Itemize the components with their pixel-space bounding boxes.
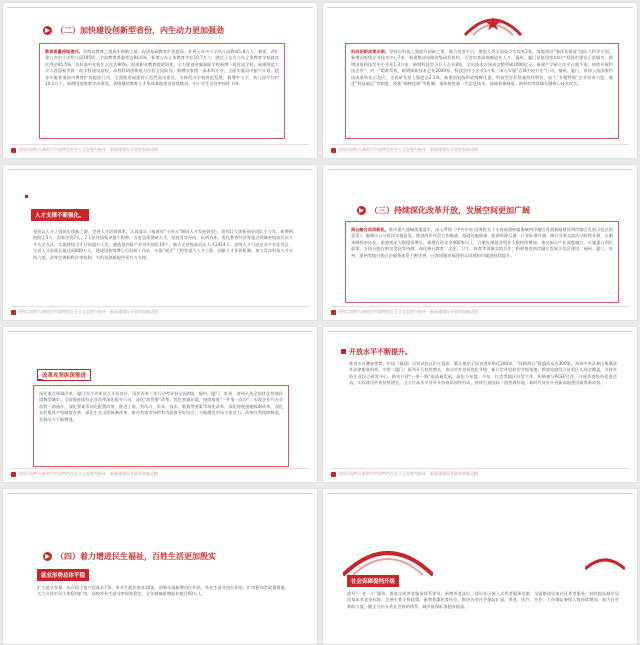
wave-decoration-icon xyxy=(585,551,625,571)
slide-footer xyxy=(331,144,629,153)
section-title-text: （四）着力增进民生福祉，百姓生活更加殷实 xyxy=(56,552,216,561)
body-text: 坚持以人才之强筑牢创新之源，完善人才培养体系，认真落实《福建省“十四五”期间人才发展规划》，培养壮大创新创业团队主力军，新增两院院士5人、国家杰青7人，2人获评国家卓越工程师，引进急需紧缺人才，坚持青年导向，以两为本，优化教育经济等重点领域省级高层次人才认定办法，实施省级引才计划超万人次，遴选第四批产业领军团队19个，新认定省级高层次人才2414人、高级人才引进企业产业化项目，全省人才资源总量达到800万人，建成国家级博士后科研工作站，实施“闽才”工程等重大人才工程，创新人才评价机制，加大青年科技人才支持力度，改革完善职称评审机制，为科技创新提供更有力支撑。 xyxy=(33,229,293,260)
footer-icon xyxy=(11,472,16,477)
slide-footer xyxy=(331,468,629,477)
body-text: 深化重点领域改革，厦门综合改革试点开局良好，国企改革三年行动考评获全国A级，福州、厦门、泉州、漳州入选全国优化营商环境典型城市，全面推进国有企业改革深化提升行动，深化“放管服”改革，优化营商环境，持续推进“一件事一次办”，实现企业开办全流程一网通办，深化要素市场化配置改革，推进土地、劳动力、资本、技术、数据等要素市场化改革，深化财税金融体制改革，深化农村集体产权制度改革，深化生态文明体制改革，推动有效市场和有为政府更好结合，不断激发市场主体活力，改革红利持续释放，发展动力不断增强。 xyxy=(39,391,283,422)
slide-title: 开放水平不断提升。 xyxy=(349,348,412,356)
accent-square xyxy=(341,349,346,354)
subsection-tag: 就业形势总体平稳 xyxy=(37,569,89,581)
footer-icon xyxy=(11,148,16,153)
footer-icon xyxy=(11,310,16,315)
footer-text: 坚持以国特人新时代中国特色社会主义思想为指导，新福建建设开创更加新成路 xyxy=(338,309,478,314)
content-box xyxy=(345,43,619,139)
content-box xyxy=(33,385,289,467)
footer-icon xyxy=(331,310,336,315)
ribbon-decoration-icon xyxy=(463,9,523,37)
body-text: 扩大就业容量，出台稳工稳产促就业7条、毕业生就业创业10条，创新实施新增岗位补贴，毕业生就业岗位补贴、扩岗稳岗等政策措施，大力支持市场主体稳岗扩岗，高校毕业生就业率保持稳定，全年城镇新增就业超过60万人。 xyxy=(37,585,289,597)
section-title-text: （二）加快建设创新型省份，内生动力更加强劲 xyxy=(56,26,224,35)
slide-footer xyxy=(11,144,309,153)
footer-text: 坚持以国特人新时代中国特色社会主义思想为指导，新福建建设开创更加新成路 xyxy=(18,309,158,314)
play-bullet-icon xyxy=(43,26,52,35)
slide-thumbnail-6[interactable] xyxy=(322,326,638,483)
footer-text: 坚持以国特人新时代中国特色社会主义思想为指导，新福建建设开创更加新成路 xyxy=(338,471,478,476)
section-title-text: （三）持续深化改革开放，发展空间更加广阔 xyxy=(370,206,530,215)
body-text: 推动重大战略落地落实，深入贯彻《中共中央 国务院关于支持福建探索海峡两岸融合发展新路建设两岸融合发展示范区的意见》，编制出台分阶段实施意见，推进两岸经贸合作畅通、基础设施联通、能源资源互通、行业标准共通。闽台各类交流活动持续开展，台胞来闽探亲访友、旅游观光人数稳步增长，新增台资企业400家以上，台胞在闽就业创业人数持续增加。推动闽台产业深度融合，实施惠台利民政策，支持台胞在闽享受同等待遇，深化闽台教育、文化、卫生、体育等领域交流合作，积极推进两岸融合发展示范区建设，福州、厦门、泉州、漳州等地台胞台企服务体系不断完善，台湾同胞对福建的认同感和归属感持续提升。 xyxy=(351,227,613,258)
accent-dot xyxy=(25,195,28,198)
slide-footer xyxy=(11,306,309,315)
section-title xyxy=(43,25,224,36)
accent-bar xyxy=(37,379,43,381)
slide-thumbnail-8[interactable] xyxy=(322,488,638,645)
footer-icon xyxy=(331,148,336,153)
content-box xyxy=(345,221,619,303)
slide-thumbnail-4[interactable] xyxy=(322,164,638,321)
footer-text: 坚持以国特人新时代中国特色社会主义思想为指导，新福建建设开创更加新成路 xyxy=(18,471,158,476)
slide-thumbnail-3[interactable] xyxy=(2,164,318,321)
play-bullet-icon xyxy=(357,206,366,215)
subsection-tag: 社会保障提档升级 xyxy=(347,575,399,587)
play-bullet-icon xyxy=(43,552,52,561)
subsection-tag: 改革攻坚纵深推进 xyxy=(37,369,91,381)
slide-footer xyxy=(11,468,309,477)
footer-icon xyxy=(331,472,336,477)
body-text: 提升“一老一小”服务，推进全省养老服务体系建设，新增养老床位，建设社区嵌入式养老服务设施，全面推进居家社区养老服务，持续提高城乡居民基本养老金标准，完善生育支持政策，新增普惠托育托位，推进各类社会保险扩面，养老、医疗、失业、工伤保险参保人数持续增加，加大社会救助力度，健全分层分类社会救助体系，城乡低保标准稳步提高。 xyxy=(347,591,619,609)
footer-text: 坚持以国特人新时代中国特色社会主义思想为指导，新福建建设开创更加新成路 xyxy=(338,147,478,152)
slide-footer xyxy=(331,306,629,315)
ribbon-decoration-icon xyxy=(343,537,433,577)
slide-thumbnail-2[interactable] xyxy=(322,2,638,159)
slide-thumbnail-1[interactable] xyxy=(2,2,318,159)
content-box xyxy=(39,43,285,139)
slide-thumbnail-7[interactable] xyxy=(2,488,318,645)
slide-thumbnail-5[interactable] xyxy=(2,326,318,483)
body-text: 推进多区叠加优势，中国（福建）自贸试验区扩区提质，累计推出全国首创举措近200项，“丝路海运”联盟成员达300家，海丝中央法务区集聚涉外法律服务机构，中欧（厦门）班列开行持续增长，推动对外贸易优化升级，新认定外贸转型升级基地，跨境电商综合试验区实现全覆盖，支持外资企业设立研发中心，推动共建“一带一路”高质量发展，深化与东盟、中东、拉美等地区经贸合作，积极参与RCEP合作，开展外商投资促进活动，实际使用外资持续增长，全方位高水平对外开放格局加快形成，持续打造国际一流营商环境，新时代对外开放新高地建设取得新成效。 xyxy=(349,361,617,386)
body-lead: 科技创新成果丰硕。 xyxy=(351,49,390,54)
section-title xyxy=(43,551,216,562)
subsection-tag: 人才支撑不断强化。 xyxy=(31,209,89,221)
body-lead: 教育质量持续提升。 xyxy=(45,49,83,54)
body-lead: 闽台融合再添新机。 xyxy=(351,227,389,232)
body-text: 坚持以科技之强提升创新之策，聚力攻坚平台，要组入列全国重点实验室2家，落地建设“海洋负排放”国际大科学计划，新增国家级企业技术中心7家、新建集成电路省级研发机构，引进培育高端制造业人才，福州、厦门获批国家知识产权强市建设示范城市，新增国家科技型中小企业1.3万家、新增科技型小巨人企业8家，全年技术合同成交额突破1000亿元，新建产学研合作平台超千家。持续开展科技企业“一对一”精准帮扶，新增高新技术企业2000家、科技型中小企业1万家。深入实施“百城千校万企”行动，福州、厦门、泉州入选国家科技成果转化示范区，全省研发投入强度达2.1%，新建国家级和省级孵化器，科技型企业数量持续增长，加大“专精特新”企业培育力度，做优“科技副总”等制度，创新“揭榜挂帅”等机制，加快推进新一代信息技术、高端装备制造、新材料等领域关键核心技术攻关。 xyxy=(351,49,613,87)
body-text: 坚持以教育之强筑牢创新之基，促进基础教育扩优提质，补充公办中小学幼儿园教师1.8万人，新建、改扩建公办中小学幼儿园195所，学前教育普惠率达94.6%，新增公办义务教育学位10.7万个，随迁子女在公办义务教育学校就读比例达95.5%，达标高中在校生占比达90%。促进职业教育提质培优，全力推进省属高职学校新增一批优质学校，福建师范大学入选国家世界一流学科建设高校，高校科研创新能力位居全国前列，新增国家级一流本科专业，全面实施县中振兴计划，稳步实施普通高中教育扩容提质行动，全面推进福建省示范性高中建设，支持民办学校规范发展，新增中小学、幼儿园学位约10.1万个，新增国家级教学成果奖，省级继续教育人才培训基地建设持续推进，中小学生近视率持续下降。 xyxy=(45,49,279,87)
section-title xyxy=(357,205,530,216)
footer-text: 坚持以国特人新时代中国特色社会主义思想为指导，新福建建设开创更加新成路 xyxy=(18,147,158,152)
